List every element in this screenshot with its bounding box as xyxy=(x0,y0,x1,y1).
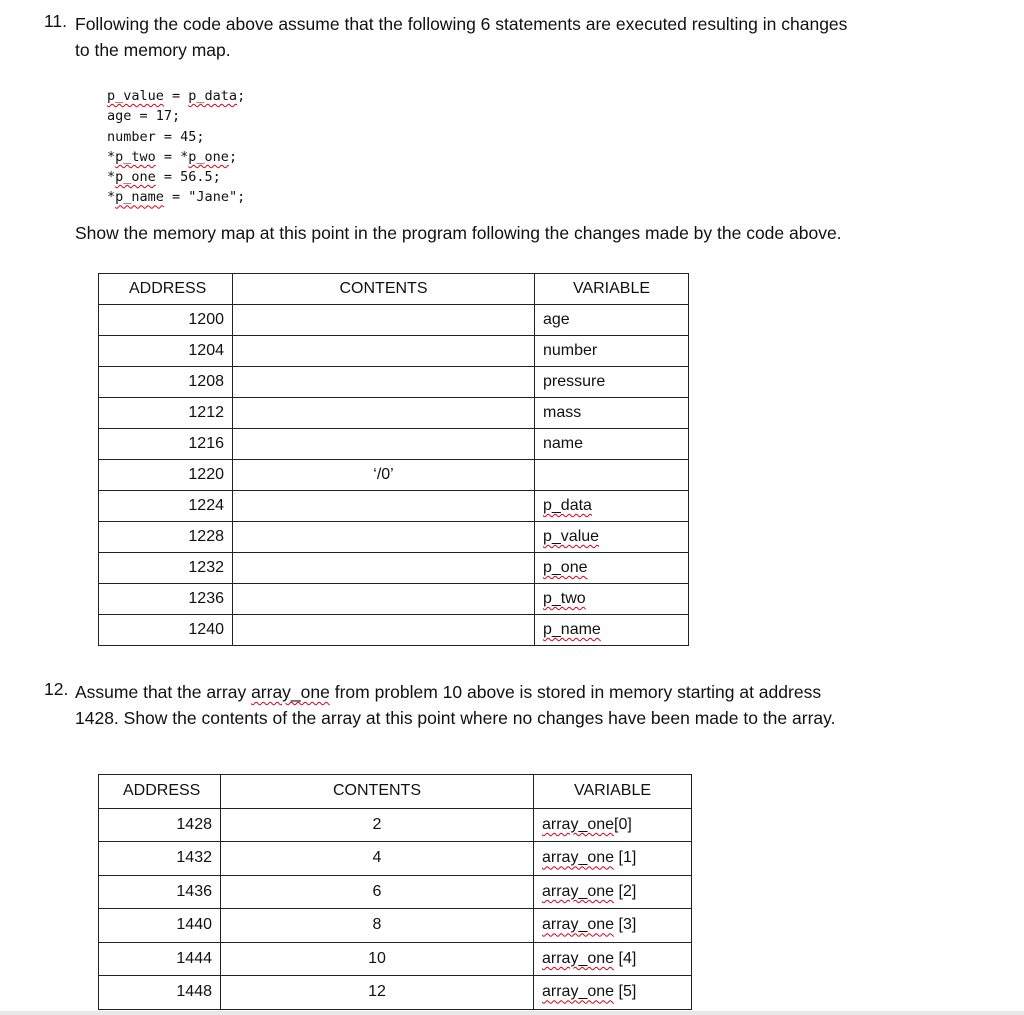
address-cell: 1448 xyxy=(99,976,221,1010)
address-cell: 1204 xyxy=(99,336,233,367)
variable-cell xyxy=(535,305,689,336)
contents-cell: ‘/0’ xyxy=(233,460,535,491)
table-row xyxy=(99,615,689,646)
code-text: * xyxy=(107,148,116,165)
address-cell: 1208 xyxy=(99,367,233,398)
question-11-instruction: Show the memory map at this point in the program following the changes made by the code above. xyxy=(75,223,842,243)
contents-cell xyxy=(233,491,535,522)
address-cell: 1228 xyxy=(99,522,233,553)
code-text: = 56.5; xyxy=(155,169,221,186)
contents-cell xyxy=(233,429,535,460)
table-row xyxy=(99,942,692,976)
array-element-name: array_one xyxy=(542,916,615,934)
code-text: ; xyxy=(237,88,246,104)
code-line xyxy=(107,147,245,167)
array-element-name: array_one xyxy=(542,815,615,833)
code-identifier: p_name xyxy=(115,189,164,206)
address-cell: 1436 xyxy=(99,875,221,909)
question-11-line2: to the memory map. xyxy=(75,40,231,60)
code-line xyxy=(107,187,245,207)
code-line xyxy=(107,127,245,147)
contents-cell xyxy=(233,615,535,646)
address-cell: 1220 xyxy=(99,460,233,491)
address-cell: 1232 xyxy=(99,553,233,584)
code-identifier: p_value xyxy=(107,88,164,104)
variable-name: name xyxy=(543,435,584,452)
contents-cell: 12 xyxy=(221,976,534,1010)
variable-cell xyxy=(534,942,692,976)
code-text: age = 17; xyxy=(107,108,181,125)
code-line xyxy=(107,167,245,187)
code-identifier: p_two xyxy=(115,148,156,165)
contents-cell: 6 xyxy=(221,875,534,909)
address-header: ADDRESS xyxy=(99,274,233,305)
array-element-index: [1] xyxy=(614,849,637,867)
variable-name: p_name xyxy=(543,621,601,638)
table-row xyxy=(99,398,689,429)
contents-header: CONTENTS xyxy=(233,274,535,305)
table-row xyxy=(99,305,689,336)
address-cell: 1236 xyxy=(99,584,233,615)
variable-cell xyxy=(535,615,689,646)
code-identifier: p_one xyxy=(115,169,156,186)
variable-cell xyxy=(534,875,692,909)
variable-name: p_one xyxy=(543,559,588,576)
code-identifier: p_one xyxy=(188,148,229,165)
question-12-text-part: Assume that the array xyxy=(75,682,252,702)
table-row xyxy=(99,808,692,842)
address-cell: 1444 xyxy=(99,942,221,976)
variable-cell xyxy=(535,553,689,584)
array-element-index: [5] xyxy=(614,983,637,1001)
contents-cell: 4 xyxy=(221,842,534,876)
code-text: * xyxy=(107,189,116,206)
question-12-text-part: from problem 10 above is stored in memory starting at address 1428. Show the contents of the array at this point where no changes have been made to the array. xyxy=(75,682,836,728)
page-bottom-edge xyxy=(0,1011,1024,1015)
contents-cell: 10 xyxy=(221,942,534,976)
table-row xyxy=(99,522,689,553)
address-cell: 1216 xyxy=(99,429,233,460)
code-block xyxy=(107,86,245,208)
table-row xyxy=(99,842,692,876)
variable-name: p_two xyxy=(543,590,586,607)
code-text: * xyxy=(107,169,116,186)
variable-cell xyxy=(535,429,689,460)
contents-header: CONTENTS xyxy=(221,775,534,809)
table-header-row xyxy=(99,274,689,305)
table-header-row xyxy=(99,775,692,809)
array-element-name: array_one xyxy=(542,849,615,867)
variable-name: p_value xyxy=(543,528,600,545)
variable-header: VARIABLE xyxy=(535,274,689,305)
variable-cell xyxy=(535,584,689,615)
question-11-text xyxy=(75,11,955,63)
table-row xyxy=(99,367,689,398)
address-cell: 1212 xyxy=(99,398,233,429)
array-element-name: array_one xyxy=(542,983,615,1001)
code-text: = "Jane"; xyxy=(163,189,246,206)
contents-cell xyxy=(233,584,535,615)
variable-cell xyxy=(535,491,689,522)
array-element-index: [2] xyxy=(614,882,637,900)
contents-cell xyxy=(233,336,535,367)
variable-cell xyxy=(534,976,692,1010)
variable-cell xyxy=(535,522,689,553)
array-element-index: [0] xyxy=(614,815,632,833)
variable-cell xyxy=(535,460,689,491)
memory-map-table-q11 xyxy=(98,273,689,646)
question-11-number: 11. xyxy=(44,11,68,31)
contents-cell xyxy=(233,367,535,398)
variable-cell xyxy=(534,808,692,842)
array-table-q12 xyxy=(98,774,692,1010)
contents-cell xyxy=(233,398,535,429)
code-text: = xyxy=(163,88,189,104)
address-cell: 1240 xyxy=(99,615,233,646)
variable-name: number xyxy=(543,342,598,359)
question-12-text xyxy=(75,679,865,731)
code-text: = * xyxy=(155,148,189,165)
variable-name: age xyxy=(543,311,570,328)
variable-header: VARIABLE xyxy=(534,775,692,809)
variable-name: mass xyxy=(543,404,582,421)
table-row xyxy=(99,875,692,909)
contents-cell: 2 xyxy=(221,808,534,842)
variable-cell xyxy=(535,367,689,398)
table-row xyxy=(99,336,689,367)
array-name-ref: array_one xyxy=(251,682,330,702)
code-identifier: p_data xyxy=(188,88,238,104)
table-row xyxy=(99,460,689,491)
variable-cell xyxy=(534,909,692,943)
code-line xyxy=(107,106,245,126)
table-row xyxy=(99,429,689,460)
question-11-line1: Following the code above assume that the following 6 statements are executed resulting in changes xyxy=(75,14,848,34)
code-line xyxy=(107,86,245,106)
contents-cell xyxy=(233,305,535,336)
question-12-number: 12. xyxy=(44,679,69,699)
contents-cell xyxy=(233,522,535,553)
address-header: ADDRESS xyxy=(99,775,221,809)
code-text: ; xyxy=(228,148,238,165)
array-element-index: [4] xyxy=(614,949,637,967)
address-cell: 1224 xyxy=(99,491,233,522)
address-cell: 1428 xyxy=(99,808,221,842)
contents-cell: 8 xyxy=(221,909,534,943)
array-element-name: array_one xyxy=(542,882,615,900)
code-text: number = 45; xyxy=(107,128,205,145)
variable-name: pressure xyxy=(543,373,606,390)
variable-cell xyxy=(534,842,692,876)
table-row xyxy=(99,976,692,1010)
contents-cell xyxy=(233,553,535,584)
array-element-index: [3] xyxy=(614,916,637,934)
table-row xyxy=(99,553,689,584)
table-row xyxy=(99,909,692,943)
array-element-name: array_one xyxy=(542,949,615,967)
address-cell: 1200 xyxy=(99,305,233,336)
variable-name: p_data xyxy=(543,497,592,514)
address-cell: 1432 xyxy=(99,842,221,876)
table-row xyxy=(99,491,689,522)
variable-cell xyxy=(535,398,689,429)
address-cell: 1440 xyxy=(99,909,221,943)
table-row xyxy=(99,584,689,615)
variable-cell xyxy=(535,336,689,367)
